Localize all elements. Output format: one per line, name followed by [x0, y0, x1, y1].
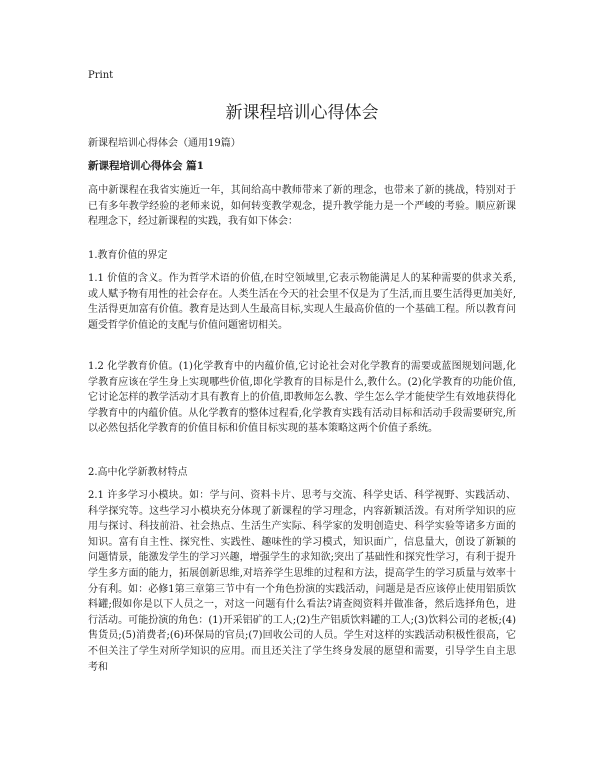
- paragraph-intro: 高中新课程在我省实施近一年，其间给高中教师带来了新的理念，也带来了新的挑战，特别对于已有多年教学经验的老师来说，如何转变教学观念，提升教学能力是一个严峻的考验。顺应新课程理念下，经过新课程的实践，我有如下体会：: [88, 185, 516, 228]
- document-subtitle: 新课程培训心得体会（通用19篇）: [88, 138, 241, 149]
- section-heading: 新课程培训心得体会 篇1: [88, 160, 204, 172]
- document-title: 新课程培训心得体会: [225, 103, 379, 123]
- subheading-textbook-features: 2.高中化学新教材特点: [88, 467, 188, 478]
- subheading-value-definition: 1.教育价值的界定: [88, 250, 168, 261]
- paragraph-learning-modules: 2.1 许多学习小模块。如：学与问、资料卡片、思考与交流、科学史话、科学视野、实践活动、科学探究等。这些学习小模块充分体现了新课程的学习理念，内容新颖活泼。有对所学知识的应用与探讨、科技前沿、社会热点、生活生产实际、科学家的发明创造史、科学实验等诸多方面的知识。富有自主性、探究性、实践性、趣味性的学习模式，知识面广，信息量大，创设了新颖的问题情景，能激发学生的学习兴趣，增强学生的求知欲;突出了基础性和探究性学习，有利于提升学生多方面的能力，拓展创新思维,对培养学生思维的过程和方法，提高学生的学习质量与效率十分有利。如：必修1第三章第三节中有一个角色扮演的实践活动，问题是是否应该停止使用铝质饮料罐;假如你是以下人员之一，对这一问题有什么看法?请查阅资料并做准备，然后选择角色，进行活动。可能扮演的角色：(1)开采铝矿的工人;(2)生产铝质饮料罐的工人;(3)饮料公司的老板;(4)售货员;(5)消费者;(6)环保局的官员;(7)回收公司的人员。学生对这样的实践活动积极性很高，它不但关注了学生对所学知识的应用。而且还关注了学生终身发展的愿望和需要，引导学生自主思考和: [88, 490, 516, 673]
- print-link[interactable]: Print: [88, 70, 114, 81]
- paragraph-value-meaning: 1.1 价值的含义。作为哲学术语的价值,在时空领域里,它表示物能满足人的某种需要的供求关系,或人赋予物有用性的社会存在。人类生活在今天的社会里不仅是为了生活,而且要生活得更加美好,生活得更加富有价值。教育是达到人生最高目标,实现人生最高价值的一个基础工程。所以教育问题受哲学价值论的支配与价值问题密切相关。: [88, 273, 516, 331]
- paragraph-chemistry-value: 1.2 化学教育价值。(1)化学教育中的内蕴价值,它讨论社会对化学教育的需要或蓝图规划问题,化学教育应该在学生身上实现哪些价值,即化学教育的目标是什么,教什么。(2)化学教育的功能价值,它讨论怎样的教学活动才具有教育上的价值,即教师怎么教、学生怎么学才能使学生有效地获得化学教育中的内蕴价值。从化学教育的整体过程看,化学教育实践有活动目标和活动手段需要研究,所以必然包括化学教育的价值目标和价值目标实现的基本策略这两个价值子系统。: [88, 361, 516, 435]
